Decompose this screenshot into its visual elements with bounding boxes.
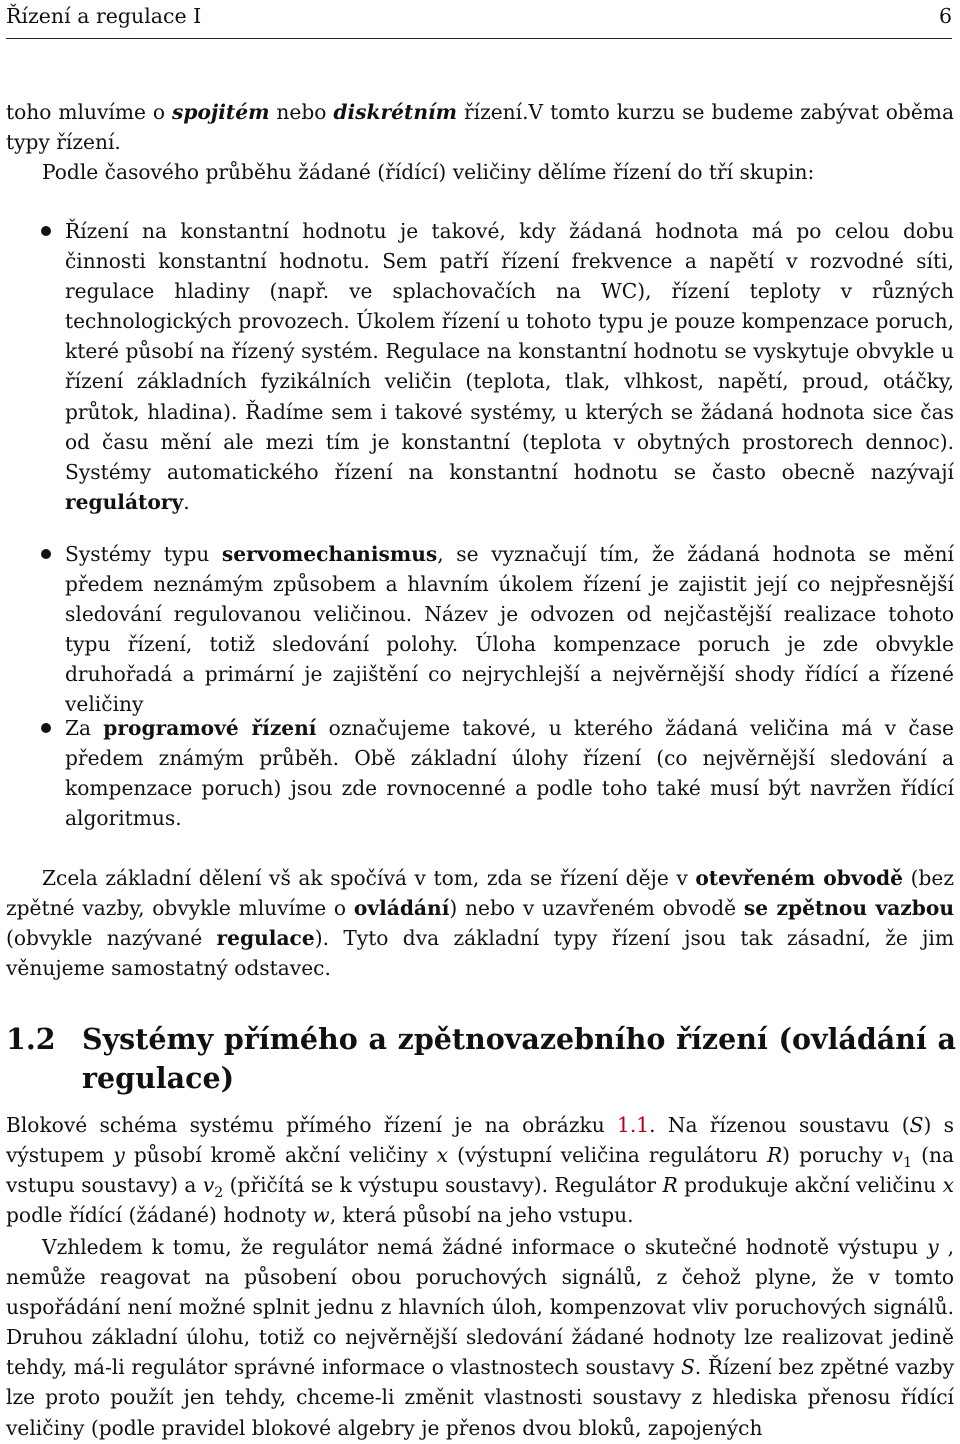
text: Vzhledem k tomu, že regulátor nemá žádné informace o skutečné hodnotě výstupu (42, 1235, 928, 1259)
term-control: ovládání (353, 896, 450, 921)
text: řízení.V tomto kurzu se budeme zabývat oběma typy řízení. (6, 100, 954, 155)
text: (bez zpětné vazby, obvykle mluvíme o (6, 866, 954, 921)
text: (přičítá se k výstupu soustavy). Regulátor (223, 1173, 663, 1198)
list-item-servomechanism (65, 539, 954, 720)
paragraph-intro-groups (6, 157, 954, 187)
bullet-dot (41, 723, 51, 733)
term-discrete: diskrétním (333, 100, 458, 124)
term-program-control: programové řízení (103, 716, 317, 740)
text: Podle časového průběhu žádané (řídící) veličiny dělíme řízení do tří skupin: (42, 160, 815, 184)
text: , se vyznačují tím, že žádaná hodnota se mění předem neznámým způsobem a hlavním úkolem řízení je zajistit její co nejpřesnější sledování regulovanou veličinou. Název je odvozen od nejčastější realizace tohoto typu řízení, totiž sledování polohy. Úloha kompenzace poruch je zde obvykle druhořadá a primární je zajištění co nejrychlejší a nejvěrnější shody řídící a řízené veličiny (65, 542, 954, 717)
section-title: Systémy přímého a zpětnovazebního řízení (ovládání a regulace) (82, 1022, 956, 1095)
symbol-v: v (202, 1173, 215, 1198)
term-feedback: se zpětnou vazbou (743, 896, 954, 921)
text: . Na řízenou soustavu ( (649, 1113, 910, 1137)
text: (obvykle nazývané (6, 926, 217, 951)
bullet-dot (41, 226, 51, 236)
symbol-x: x (942, 1173, 954, 1198)
page-number: 6 (938, 4, 952, 28)
term-continuous: spojitém (171, 100, 270, 124)
text: , která působí na jeho vstupu. (329, 1203, 634, 1228)
subscript: 1 (903, 1155, 912, 1172)
paragraph-control-types (6, 97, 954, 157)
symbol-x: x (436, 1143, 449, 1168)
text: ) nebo v uzavřeném obvodě (449, 896, 744, 921)
symbol-v: v (891, 1143, 904, 1168)
section-heading (6, 1020, 956, 1100)
header-title: Řízení a regulace I (6, 4, 202, 28)
text: označujeme takové, u kterého žádaná veličina má v čase předem známým průběh. Obě základní úlohy řízení (co nejvěrnější sledování a kompenzace poruch) jsou zde rovnocenné a podle toho také musí být navržen řídící algoritmus. (65, 716, 954, 831)
text: . (183, 489, 190, 514)
symbol-w: w (312, 1203, 330, 1228)
text: podle řídící (žádané) hodnoty (6, 1203, 313, 1228)
figure-reference-link[interactable]: 1.1 (617, 1113, 650, 1137)
text: působí kromě akční veličiny (124, 1143, 437, 1168)
header-rule (6, 38, 952, 39)
text: (výstupní veličina regulátoru (448, 1143, 767, 1168)
text: Blokové schéma systému přímého řízení je na obrázku (6, 1113, 618, 1137)
term-servomechanism: servomechanismus (221, 542, 438, 566)
text: ) s výstupem (6, 1113, 955, 1168)
text: (na vstupu soustavy) a (6, 1143, 954, 1198)
list-item-constant-value (65, 216, 954, 517)
term-regulation: regulace (216, 926, 315, 951)
text: Za (65, 716, 104, 740)
text: . Řízení bez zpětné vazby lze proto použít jen tehdy, chceme-li změnit vlastnosti soustavy z hlediska přenosu řídící veličiny (podle pravidel blokové algebry je přenos dvou bloků, zapojených (6, 1355, 954, 1440)
section-number: 1.2 (6, 1022, 56, 1056)
bullet-dot (41, 549, 51, 559)
text: ) poruchy (782, 1143, 892, 1168)
text: ). Tyto dva základní typy řízení jsou tak zásadní, že jim věnujeme samostatný odstavec. (6, 926, 954, 981)
text: produkuje akční veličinu (677, 1173, 943, 1198)
symbol-y: y (113, 1143, 125, 1168)
text: nebo (269, 100, 334, 124)
symbol-R: R (766, 1143, 783, 1168)
symbol-y: y (927, 1235, 939, 1259)
text: toho mluvíme o (6, 100, 172, 124)
symbol-S: S (909, 1113, 924, 1137)
text: Systémy typu (65, 542, 222, 566)
text: Zcela základní dělení vš ak spočívá v tom, zda se řízení děje v (42, 866, 696, 890)
symbol-R: R (662, 1173, 678, 1198)
paragraph-no-feedback (6, 1232, 954, 1443)
text: Řízení na konstantní hodnotu je takové, kdy žádaná hodnota má po celou dobu činnosti konstantní hodnotu. Sem patří řízení frekvence a napětí v rozvodné síti, regulace hladiny (např. ve splachovačích na WC), řízení teploty v různých technologických provozech. Úkolem řízení u tohoto typu je pouze kompenzace poruch, které působí na řízený systém. Regulace na konstantní hodnotu se vyskytuje obvykle u řízení základních fyzikálních veličin (teplota, tlak, vlhkost, napětí, proud, otáčky, průtok, hladina). Řadíme sem i takové systémy, u kterých se žádaná hodnota sice čas od času mění ale mezi tím je konstantní (teplota v obytných prostorech dennoc). Systémy automatického řízení na konstantní hodnotu se často obecně nazývají (65, 219, 954, 484)
paragraph-open-closed-loop (6, 863, 954, 983)
symbol-S: S (680, 1355, 695, 1380)
subscript: 2 (214, 1185, 224, 1202)
term-regulators: regulátory (65, 489, 184, 514)
term-open-loop: otevřeném obvodě (695, 866, 904, 890)
list-item-program-control (65, 713, 954, 833)
paragraph-block-diagram (6, 1110, 954, 1230)
text: , nemůže reagovat na působení obou poruchových signálů, z čehož plyne, že v tomto uspořádání není možné splnit jednu z hlavních úloh, kompenzovat vliv poruchových signálů. Druhou základní úlohu, totiž co nejvěrnější sledování žádané hodnoty lze realizovat jedině tehdy, má-li regulátor správné informace o vlastnostech soustavy (6, 1235, 954, 1380)
